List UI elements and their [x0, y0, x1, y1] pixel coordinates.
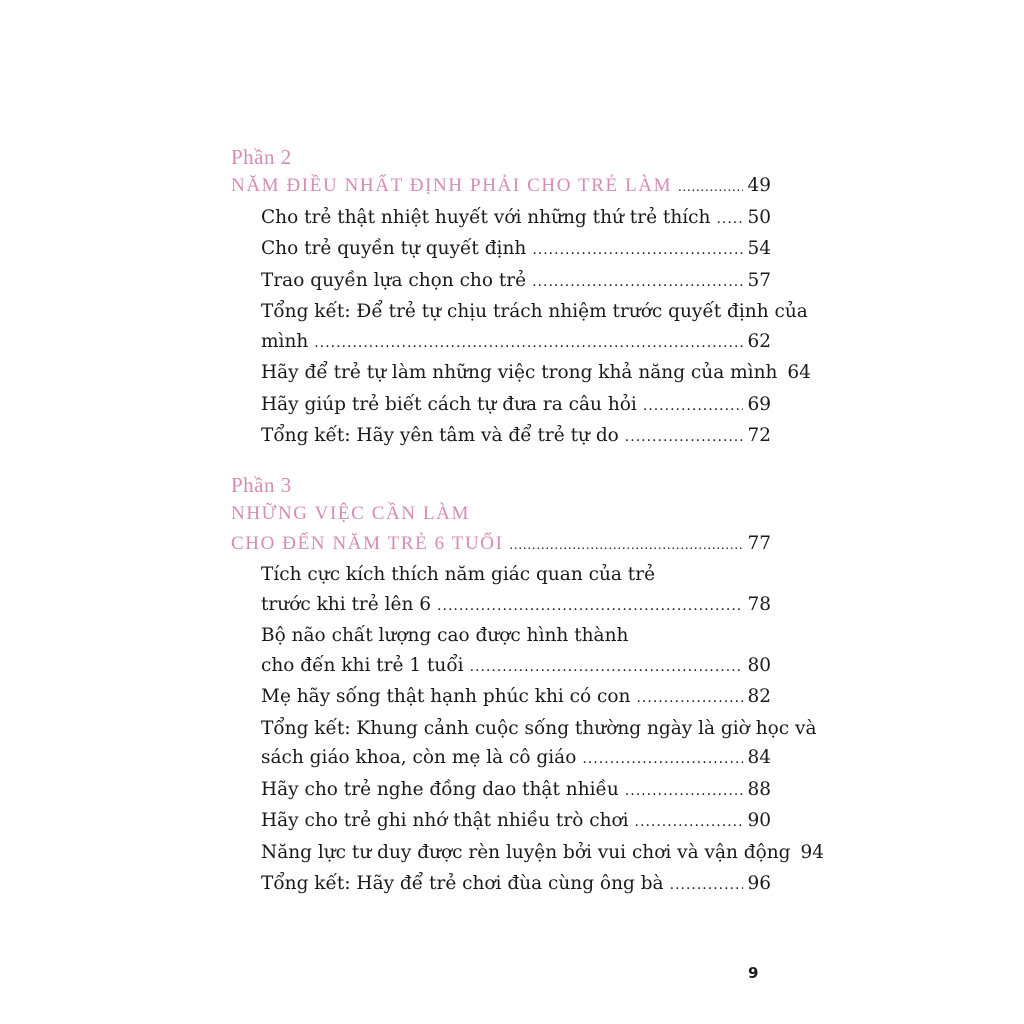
toc-entry-title: Trao quyền lựa chọn cho trẻ: [261, 269, 527, 291]
dot-leader: [532, 268, 743, 298]
part-3-heading-page: 77: [747, 532, 771, 554]
dot-leader: [314, 329, 743, 359]
toc-entry-title-line1: Bộ não chất lượng cao được hình thành: [261, 625, 629, 646]
toc-entry: [231, 390, 771, 422]
toc-entry-page: 80: [747, 654, 771, 676]
toc-entry-page: 62: [747, 330, 771, 352]
toc-entry-title: Tổng kết: Hãy yên tâm và để trẻ tự do: [261, 425, 619, 446]
part-2-heading-page: 49: [747, 175, 771, 196]
part-3-heading-first-line: NHỮNG VIỆC CẦN LÀM: [231, 503, 470, 524]
toc-entry-title: Hãy giúp trẻ biết cách tự đưa ra câu hỏi: [261, 393, 637, 415]
dot-leader: [678, 173, 743, 203]
dot-leader: [470, 653, 744, 683]
toc-entry-title-line1: Tổng kết: Khung cảnh cuộc sống thường ngày là giờ học và: [261, 717, 817, 739]
toc-entry: [231, 421, 771, 453]
toc-entry-title: Tổng kết: Hãy để trẻ chơi đùa cùng ông bà: [261, 873, 664, 894]
dot-leader: [643, 392, 744, 422]
toc-entry: [231, 266, 771, 298]
toc-entry: [231, 682, 771, 714]
toc-entry-page: 64: [787, 362, 811, 383]
toc-entry-title: Hãy để trẻ tự làm những việc trong khả năng của mình: [261, 362, 778, 383]
toc-entry-title: Năng lực tư duy được rèn luyện bởi vui chơi và vận động: [261, 841, 791, 863]
toc-entry-page: 72: [747, 425, 771, 446]
toc-entry-first-line: [231, 297, 808, 327]
part-2-label: Phần 2: [231, 145, 292, 169]
toc-entry-page: 84: [747, 747, 771, 768]
toc-entry: [231, 203, 771, 235]
toc-entry: [231, 775, 771, 807]
part-2-heading: NĂM ĐIỀU NHẤT ĐỊNH PHẢI CHO TRẺ LÀM: [231, 175, 673, 196]
toc-entry: [231, 590, 771, 622]
dot-leader: [625, 423, 744, 453]
part-3-label: Phần 3: [231, 473, 292, 497]
dot-leader: [670, 871, 744, 901]
toc-entry-title-line1: Tích cực kích thích năm giác quan của trẻ: [261, 564, 656, 585]
toc-entry: [231, 327, 771, 359]
toc-entry-title: mình: [261, 330, 309, 352]
dot-leader: [716, 205, 743, 235]
toc-entry-page: 96: [747, 873, 771, 894]
toc-entry: [231, 743, 771, 775]
toc-entry-title: Cho trẻ thật nhiệt huyết với những thứ trẻ thích: [261, 206, 711, 228]
toc-entry-first-line: [231, 714, 817, 744]
dot-leader: [510, 531, 744, 561]
toc-entry-page: 90: [747, 810, 771, 831]
toc-entry-title: Hãy cho trẻ ghi nhớ thật nhiều trò chơi: [261, 810, 629, 831]
part-2-section: [231, 143, 811, 453]
toc-entry-page: 57: [747, 269, 771, 291]
toc-entry-page: 88: [747, 778, 771, 800]
page-number: 9: [748, 964, 759, 982]
toc-entry-page: 82: [747, 686, 771, 707]
toc-entry-title: trước khi trẻ lên 6: [261, 593, 432, 615]
toc-entry-title: Mẹ hãy sống thật hạnh phúc khi có con: [261, 686, 631, 707]
toc-entry-page: 78: [747, 593, 771, 615]
dot-leader: [532, 236, 743, 266]
toc-entry: [231, 869, 771, 901]
toc-entry-title-line1: Tổng kết: Để trẻ tự chịu trách nhiệm trước quyết định của: [261, 301, 808, 322]
part-3-section: [231, 471, 825, 901]
toc-entry-first-line: [231, 621, 771, 651]
part-3-heading: CHO ĐẾN NĂM TRẺ 6 TUỔI: [231, 532, 504, 554]
part-3-heading-row: [231, 529, 771, 561]
part-2-heading-row: [231, 171, 771, 203]
toc-entry-page: 54: [747, 238, 771, 259]
toc-entry: [231, 234, 771, 266]
part-3-heading-line1: [231, 499, 771, 529]
toc-entry-first-line: [231, 560, 771, 590]
toc-entry-title: sách giáo khoa, còn mẹ là cô giáo: [261, 747, 577, 768]
dot-leader: [582, 745, 743, 775]
toc-entry: [231, 838, 825, 870]
dot-leader: [636, 684, 743, 714]
toc-entry: [231, 358, 811, 390]
toc-entry-title: Cho trẻ quyền tự quyết định: [261, 238, 527, 259]
toc-entry-page: 69: [747, 393, 771, 415]
toc-entry-title: Hãy cho trẻ nghe đồng dao thật nhiều: [261, 778, 619, 800]
toc-entry-title: cho đến khi trẻ 1 tuổi: [261, 654, 464, 676]
toc-entry-page: 94: [800, 841, 825, 863]
toc-entry: [231, 651, 771, 683]
toc-entry-page: 50: [747, 206, 771, 228]
dot-leader: [625, 777, 744, 807]
toc-entry: [231, 806, 771, 838]
dot-leader: [437, 592, 743, 622]
dot-leader: [635, 808, 744, 838]
